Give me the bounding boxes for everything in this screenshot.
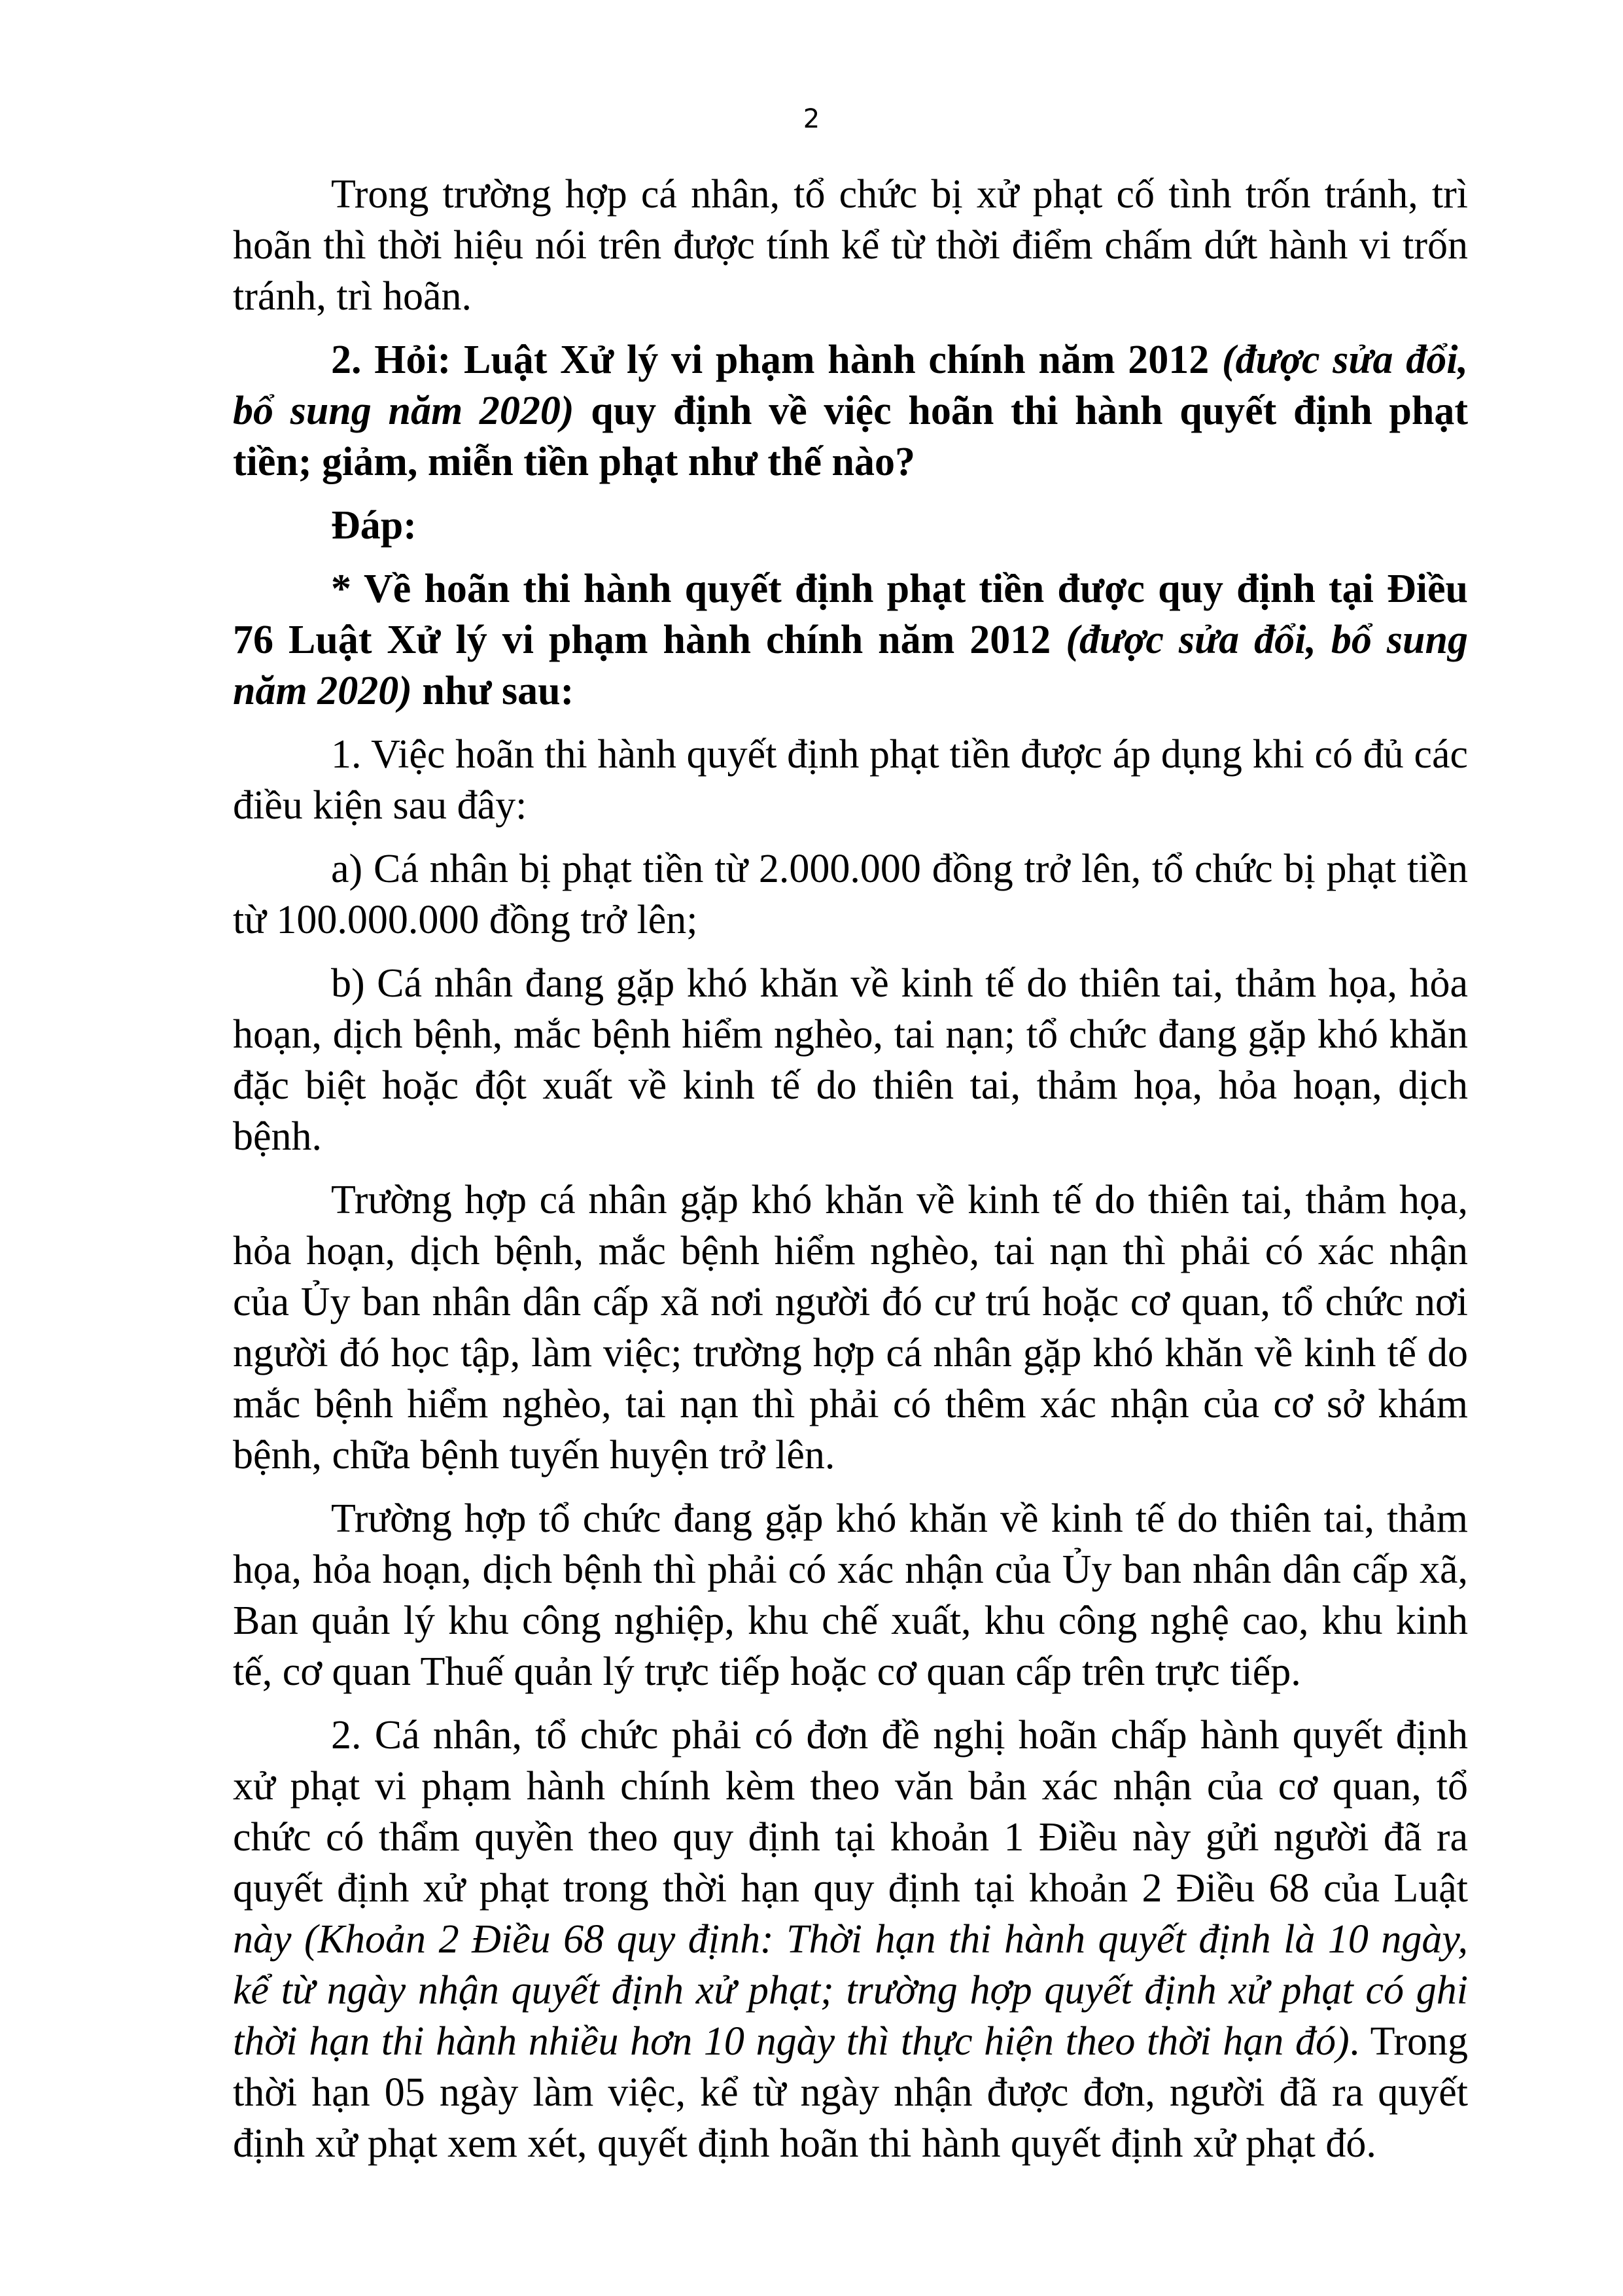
section-heading-amendment-note: (được sửa đổi, bổ sung năm 2020) [233, 618, 1468, 713]
clause-2 [233, 1710, 1468, 2169]
clause-1a: a) Cá nhân bị phạt tiền từ 2.000.000 đồng trở lên, tổ chức bị phạt tiền từ 100.000.000 đồng trở lên; [233, 847, 1468, 942]
clause-1: 1. Việc hoãn thi hành quyết định phạt tiền được áp dụng khi có đủ các điều kiện sau đây: [233, 732, 1468, 828]
document-body [233, 169, 1468, 2181]
clause-2-note: này (Khoản 2 Điều 68 quy định: Thời hạn thi hành quyết định là 10 ngày, kể từ ngày nhận quyết định xử phạt; trường hợp quyết định xử phạt có ghi thời hạn thi hành nhiều hơn 10 ngày thì thực hiện theo thời hạn đó) [233, 1917, 1468, 2064]
paragraph-individual-confirmation: Trường hợp cá nhân gặp khó khăn về kinh tế do thiên tai, thảm họa, hỏa hoạn, dịch bệnh, mắc bệnh hiểm nghèo, tai nạn thì phải có xác nhận của Ủy ban nhân dân cấp xã nơi người đó cư trú hoặc cơ quan, tổ chức nơi người đó học tập, làm việc; trường hợp cá nhân gặp khó khăn về kinh tế do mắc bệnh hiểm nghèo, tai nạn thì phải có thêm xác nhận của cơ sở khám bệnh, chữa bệnh tuyến huyện trở lên. [233, 1178, 1468, 1477]
question-tail: quy định về việc hoãn thi hành quyết định phạt tiền; giảm, miễn tiền phạt như thế nào? [233, 389, 1468, 484]
question-heading [233, 334, 1468, 487]
section-heading [233, 563, 1468, 716]
clause-1b: b) Cá nhân đang gặp khó khăn về kinh tế do thiên tai, thảm họa, hỏa hoạn, dịch bệnh, mắc bệnh hiểm nghèo, tai nạn; tổ chức đang gặp khó khăn đặc biệt hoặc đột xuất về kinh tế do thiên tai, thảm họa, hỏa hoạn, dịch bệnh. [233, 961, 1468, 1159]
answer-label: Đáp: [331, 503, 417, 548]
clause-2-tail: . Trong thời hạn 05 ngày làm việc, kể từ ngày nhận được đơn, người đã ra quyết định xử phạt xem xét, quyết định hoãn thi hành quyết định xử phạt đó. [233, 2019, 1469, 2166]
question-amendment-note: (được sửa đổi, bổ sung năm 2020) [233, 338, 1468, 433]
section-heading-lead: * Về hoãn thi hành quyết định phạt tiền được quy định tại Điều 76 Luật Xử lý vi phạm hành chính năm 2012 [233, 567, 1468, 662]
page-number: 2 [803, 104, 820, 134]
clause-2-lead: 2. Cá nhân, tổ chức phải có đơn đề nghị hoãn chấp hành quyết định xử phạt vi phạm hành chính kèm theo văn bản xác nhận của cơ quan, tổ chức có thẩm quyền theo quy định tại khoản 1 Điều này gửi người đã ra quyết định xử phạt trong thời hạn quy định tại khoản 2 Điều 68 của Luật [233, 1713, 1468, 1911]
section-heading-tail: như sau: [411, 669, 574, 713]
paragraph-time-limit: Trong trường hợp cá nhân, tổ chức bị xử phạt cố tình trốn tránh, trì hoãn thì thời hiệu nói trên được tính kể từ thời điểm chấm dứt hành vi trốn tránh, trì hoãn. [233, 172, 1468, 319]
question-lead: 2. Hỏi: Luật Xử lý vi phạm hành chính năm 2012 [331, 338, 1222, 382]
paragraph-organization-confirmation: Trường hợp tổ chức đang gặp khó khăn về kinh tế do thiên tai, thảm họa, hỏa hoạn, dịch bệnh thì phải có xác nhận của Ủy ban nhân dân cấp xã, Ban quản lý khu công nghiệp, khu chế xuất, khu công nghệ cao, khu kinh tế, cơ quan Thuế quản lý trực tiếp hoặc cơ quan cấp trên trực tiếp. [233, 1496, 1468, 1694]
